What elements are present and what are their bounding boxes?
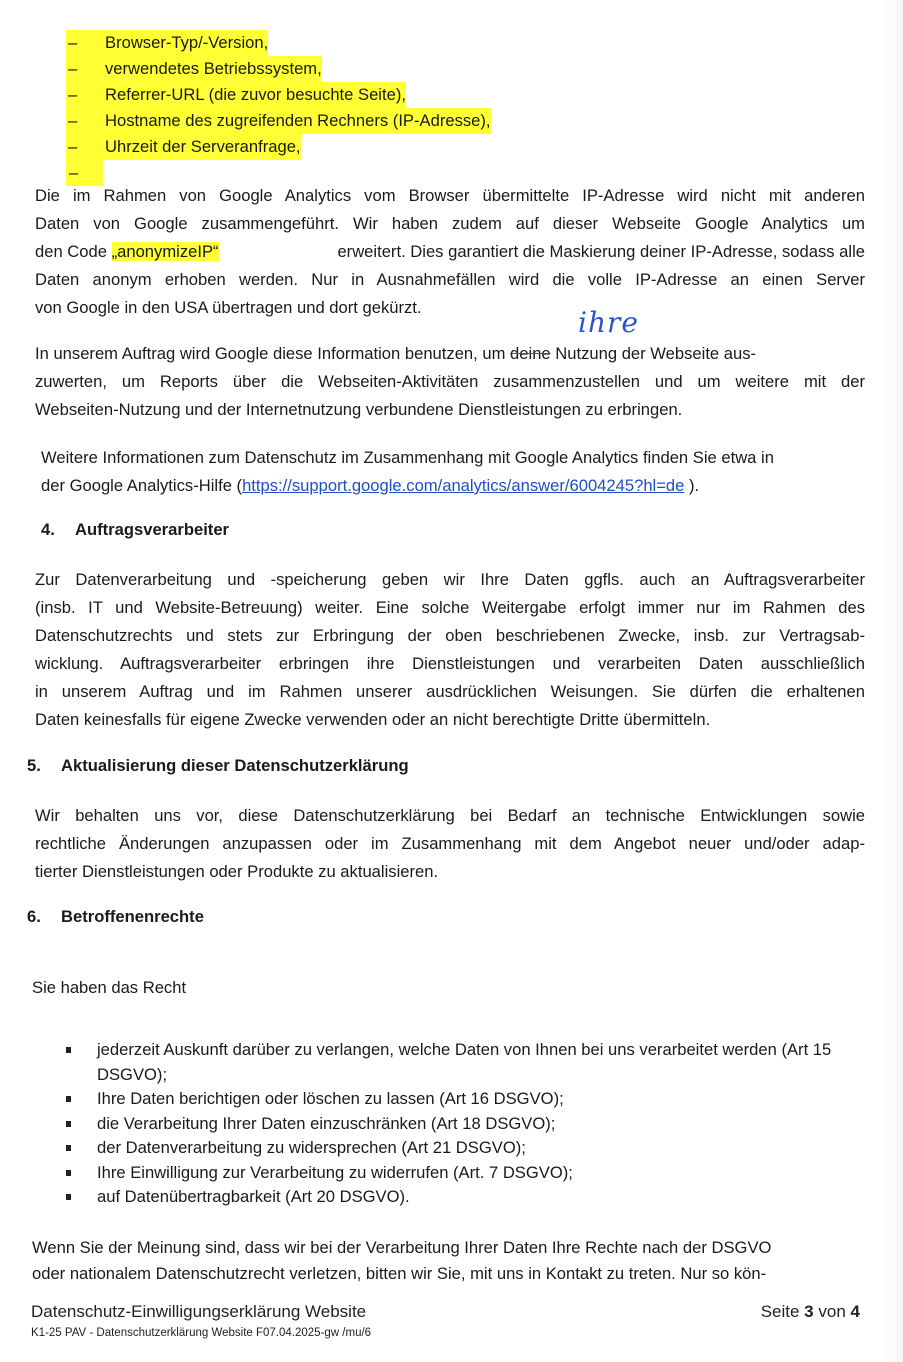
square-bullet-icon (62, 1161, 97, 1186)
section5-line: rechtliche Änderungen anzupassen oder im Zusammenhang mit dem Angebot neuer und/oder adap- (35, 834, 865, 853)
closing-line: Wenn Sie der Meinung sind, dass wir bei der Verarbeitung Ihrer Daten Ihre Rechte nach der DSGVO (32, 1238, 772, 1257)
highlighted-code: „anonymizeIP“ (111, 242, 219, 261)
list-item: – Uhrzeit der Serveranfrage, (66, 134, 491, 160)
list-item: – Referrer-URL (die zuvor besuchte Seite), (66, 82, 491, 108)
list-item: – Browser-Typ/-Version, (66, 30, 491, 56)
list-item: der Datenverarbeitung zu widersprechen (Art 21 DSGVO); (62, 1136, 862, 1161)
list-item: auf Datenübertragbarkeit (Art 20 DSGVO). (62, 1185, 862, 1210)
section4-line: (insb. IT und Website-Betreuung) weiter. Eine solche Weitergabe erfolgt immer nur im Rahmen des (35, 598, 865, 617)
section5-line: Wir behalten uns vor, diese Datenschutzerklärung bei Bedarf an technische Entwicklungen sowie (35, 806, 865, 825)
data-collected-list (66, 30, 491, 186)
struck-word: deine (510, 344, 551, 363)
square-bullet-icon (62, 1112, 97, 1137)
list-item: – verwendetes Betriebssystem, (66, 56, 491, 82)
section4-line: wicklung. Auftragsverarbeiter erbringen ihre Dienstleistungen und verarbeiten Daten ausschließlich (35, 654, 865, 673)
rights-intro: Sie haben das Recht (32, 978, 187, 997)
scan-edge-shadow (881, 0, 903, 1362)
ga-paragraph-line: von Google in den USA übertragen und dort gekürzt. (35, 298, 422, 317)
dash-bullet: – (66, 108, 105, 134)
list-item: – Hostname des zugreifenden Rechners (IP-Adresse), (66, 108, 491, 134)
section-heading-6: 6. Betroffenenrechte (27, 907, 204, 926)
square-bullet-icon (62, 1185, 97, 1210)
auftrag-paragraph-line: In unserem Auftrag wird Google diese Information benutzen, um deine Nutzung der Webseite aus- (35, 344, 757, 363)
footer-document-id: K1-25 PAV - Datenschutzerklärung Website F07.04.2025-gw /mu/6 (31, 1327, 372, 1339)
section4-line: in unserem Auftrag und im Rahmen unserer ausdrücklichen Weisungen. Sie dürfen die erhaltenen (35, 682, 865, 701)
list-item: Ihre Daten berichtigen oder löschen zu lassen (Art 16 DSGVO); (62, 1087, 862, 1112)
list-item: die Verarbeitung Ihrer Daten einzuschränken (Art 18 DSGVO); (62, 1112, 862, 1137)
ga-paragraph-line: Die im Rahmen von Google Analytics vom Browser übermittelte IP-Adresse wird nicht mit anderen (35, 186, 865, 205)
section5-line: tierter Dienstleistungen oder Produkte zu aktualisieren. (35, 862, 439, 881)
closing-line: oder nationalem Datenschutzrecht verletzen, bitten wir Sie, mit uns in Kontakt zu treten. Nur so kön- (32, 1264, 767, 1283)
ga-paragraph-line: Daten anonym erhoben werden. Nur in Ausnahmefällen wird die volle IP-Adresse an einen Server (35, 270, 865, 289)
dash-bullet: – (66, 30, 105, 56)
google-analytics-help-link[interactable]: https://support.google.com/analytics/answer/6004245?hl=de (242, 476, 685, 495)
square-bullet-icon (62, 1038, 97, 1087)
dash-bullet: – (66, 160, 103, 186)
rights-list (62, 1038, 862, 1210)
square-bullet-icon (62, 1136, 97, 1161)
list-item: Ihre Einwilligung zur Verarbeitung zu widerrufen (Art. 7 DSGVO); (62, 1161, 862, 1186)
info-paragraph-line: der Google Analytics-Hilfe (https://support.google.com/analytics/answer/6004245?hl=de ). (41, 476, 700, 495)
square-bullet-icon (62, 1087, 97, 1112)
auftrag-paragraph-line: zuwerten, um Reports über die Webseiten-Aktivitäten zusammenzustellen und um weitere mit der (35, 372, 865, 391)
ga-paragraph-line: Daten von Google zusammengeführt. Wir haben zudem auf dieser Webseite Google Analytics um (35, 214, 865, 233)
dash-bullet: – (66, 82, 105, 108)
dash-bullet: – (66, 56, 105, 82)
section4-line: Zur Datenverarbeitung und -speicherung geben wir Ihre Daten ggfls. auch an Auftragsverarbeiter (35, 570, 865, 589)
list-item: jederzeit Auskunft darüber zu verlangen, welche Daten von Ihnen bei uns verarbeitet werden (Art 15 DSGVO); (62, 1038, 862, 1087)
section-heading-4: 4. Auftragsverarbeiter (41, 520, 230, 539)
dash-bullet: – (66, 134, 105, 160)
section4-line: Datenschutzrechts und stets zur Erbringung der oben beschriebenen Zwecke, insb. zur Vertragsab- (35, 626, 865, 645)
section-heading-5: 5. Aktualisierung dieser Datenschutzerklärung (27, 756, 409, 775)
info-paragraph-line: Weitere Informationen zum Datenschutz im Zusammenhang mit Google Analytics finden Sie etwa in (41, 448, 774, 467)
section4-line: Daten keinesfalls für eigene Zwecke verwenden oder an nicht berechtigte Dritte übermitteln. (35, 710, 711, 729)
auftrag-paragraph-line: Webseiten-Nutzung und der Internetnutzung verbundene Dienstleistungen zu erbringen. (35, 400, 683, 419)
handwritten-correction: ihre (578, 306, 639, 339)
page-number: Seite 3 von 4 (760, 1302, 860, 1321)
ga-paragraph-line: den Code „anonymizeIP“ erweitert. Dies garantiert die Maskierung deiner IP-Adresse, sodass alle (35, 242, 865, 261)
footer-title: Datenschutz-Einwilligungserklärung Website (31, 1302, 367, 1321)
